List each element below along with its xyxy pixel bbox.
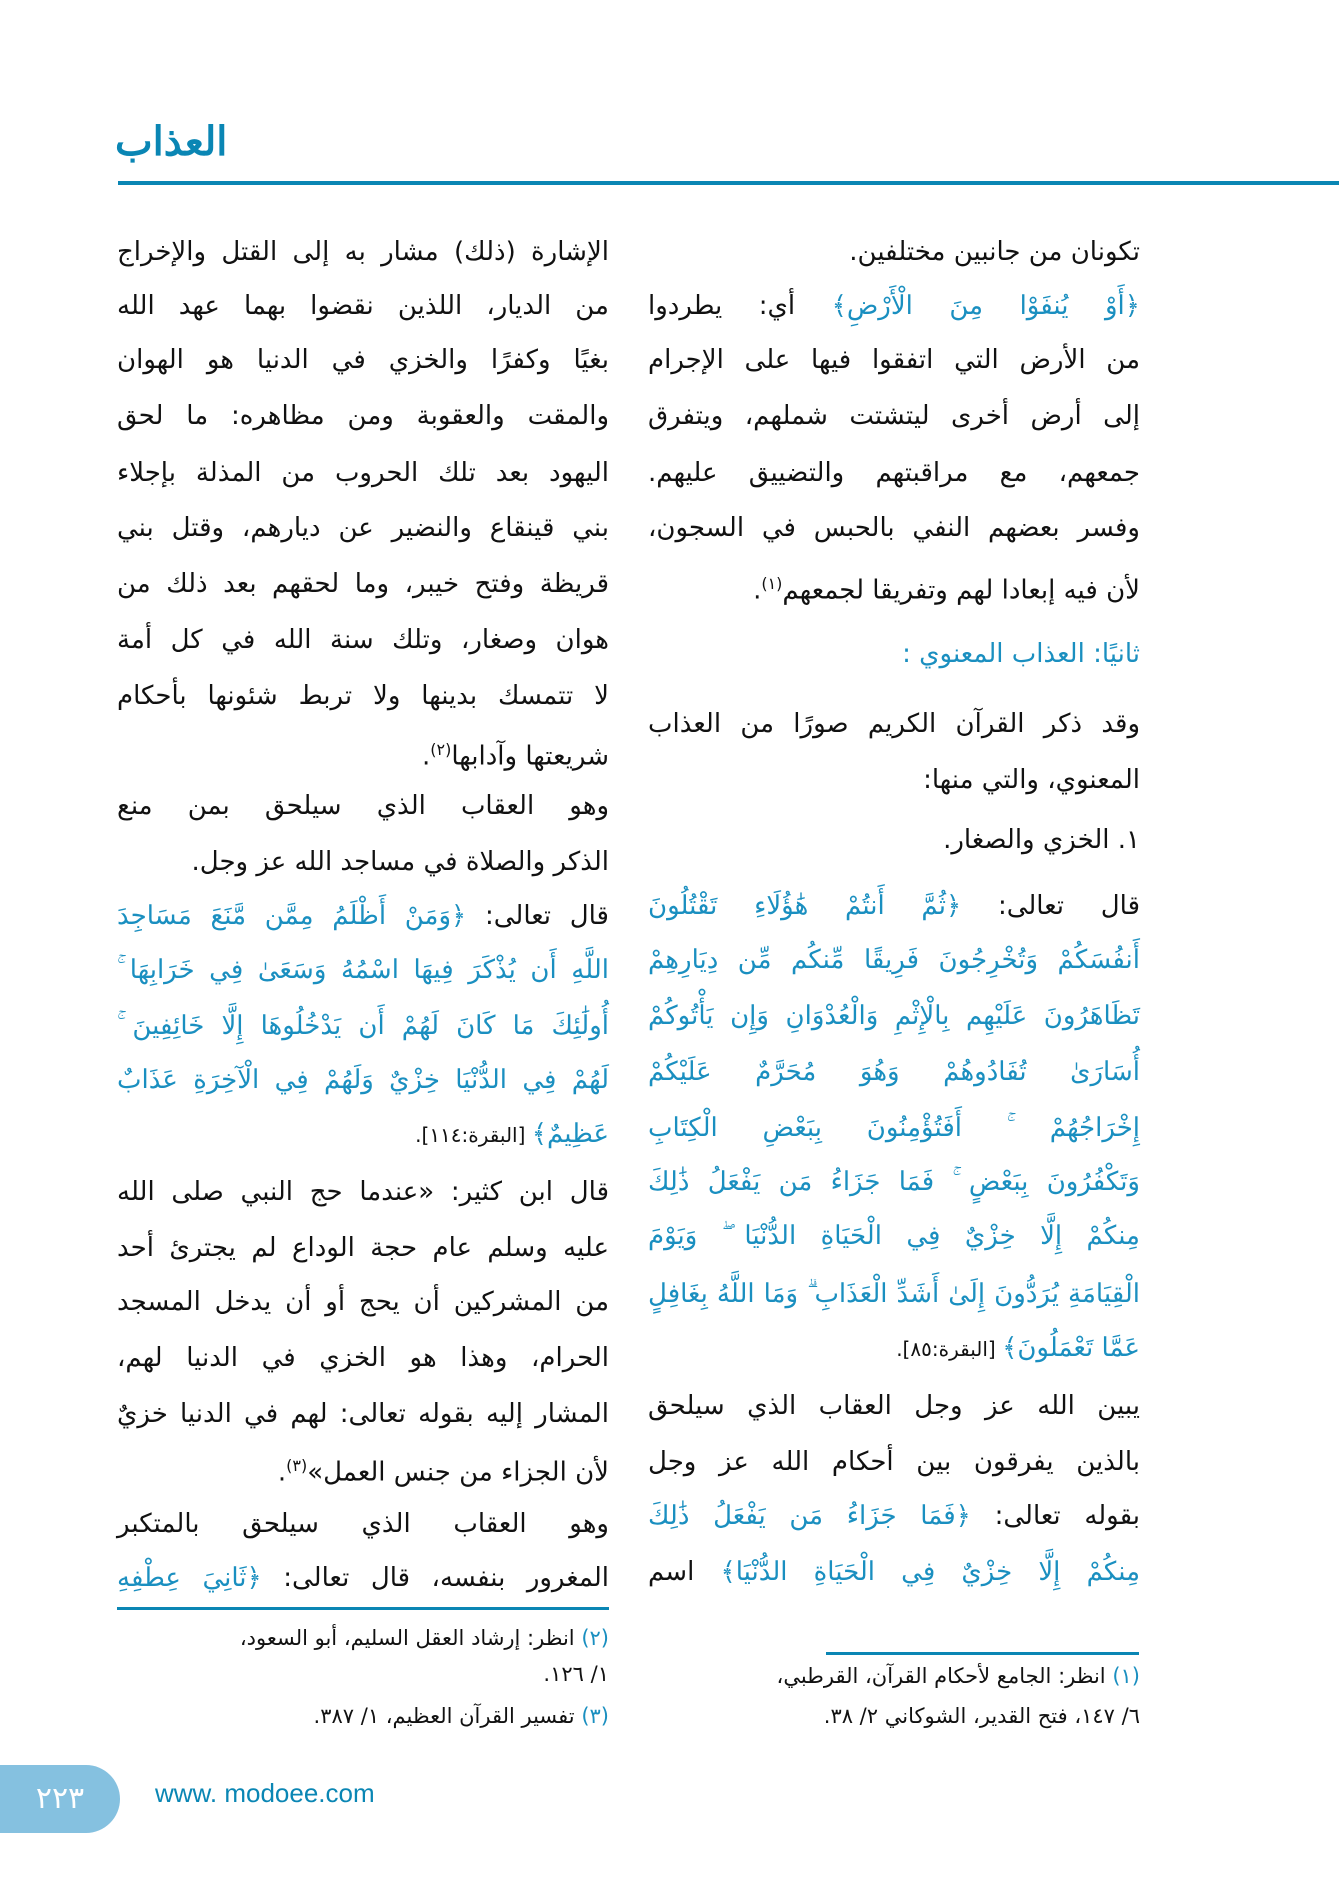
text-span: المعنوي، والتي منها: xyxy=(923,765,1140,795)
text-line xyxy=(648,940,1140,980)
text-span: من الأرض التي اتفقوا فيها على الإجرام xyxy=(648,345,1140,375)
text-line xyxy=(648,286,1140,326)
text-line xyxy=(117,620,609,660)
footnote-number: (١) xyxy=(1112,1664,1140,1689)
quran-verse: عَمَّا تَعْمَلُونَ﴾ xyxy=(1002,1332,1140,1363)
quran-verse: مِنكُمْ إِلَّا خِزْيٌ فِي الْحَيَاةِ الدُّنْيَا ۖ وَيَوْمَ xyxy=(648,1221,1140,1251)
text-span: اسم xyxy=(648,1557,721,1587)
text-span: جمعهم، مع مراقبتهم والتضييق عليهم. xyxy=(648,457,1140,488)
text-line xyxy=(648,508,1140,548)
text-line xyxy=(648,704,1140,744)
text-line xyxy=(117,786,609,826)
text-span: المشار إليه بقوله تعالى: لهم في الدنيا خزيٌ xyxy=(117,1398,609,1429)
text-line xyxy=(117,1006,609,1046)
text-span: انظر: إرشاد العقل السليم، أبو السعود، xyxy=(239,1626,582,1650)
quran-verse: أُسَارَىٰ تُفَادُوهُمْ وَهُوَ مُحَرَّمٌ عَلَيْكُمْ xyxy=(648,1056,1140,1087)
text-line xyxy=(117,564,609,604)
text-span: تكونان من جانبين مختلفين. xyxy=(849,237,1140,267)
text-span: . xyxy=(753,576,762,607)
header-rule xyxy=(118,181,1339,185)
section-heading: ثانيًا: العذاب المعنوي : xyxy=(902,639,1140,669)
quran-verse: ﴿ثُمَّ أَنتُمْ هَٰؤُلَاءِ تَقْتُلُونَ xyxy=(648,891,962,921)
text-line xyxy=(117,1282,609,1322)
text-line xyxy=(117,842,609,882)
text-span: ١. الخزي والصغار. xyxy=(943,825,1140,855)
text-line xyxy=(117,286,609,326)
text-span: بقوله تعالى: xyxy=(970,1500,1140,1531)
text-line xyxy=(117,1504,609,1544)
text-line xyxy=(648,1496,1140,1536)
text-span: بني قينقاع والنضير عن ديارهم، وقتل بني xyxy=(117,513,609,543)
text-line xyxy=(117,340,609,380)
text-line xyxy=(648,1216,1140,1256)
verse-reference: [البقرة:١١٤]. xyxy=(415,1123,532,1147)
text-span: شريعتها وآدابها xyxy=(451,741,609,772)
text-span: عليه وسلم عام حجة الوداع لم يجترئ أحد xyxy=(117,1233,609,1263)
text-span: ١/ ١٢٦. xyxy=(543,1662,609,1686)
text-line xyxy=(117,950,609,990)
text-line xyxy=(648,232,1140,272)
text-line xyxy=(117,1558,609,1598)
quran-verse: ﴿ثَانِيَ عِطْفِهِ xyxy=(117,1563,262,1593)
text-line xyxy=(117,453,609,493)
text-line xyxy=(648,760,1140,800)
footnote-line xyxy=(117,1696,609,1736)
text-line xyxy=(648,1328,1140,1368)
footnote-number: (٢) xyxy=(581,1626,609,1650)
quran-verse: ﴿فَمَا جَزَاءُ مَن يَفْعَلُ ذَٰلِكَ xyxy=(648,1500,971,1531)
footnote-rule-right xyxy=(826,1652,1139,1655)
text-span: الحرام، وهذا هو الخزي في الدنيا لهم، xyxy=(117,1343,609,1374)
text-span: من المشركين أن يحج أو أن يدخل المسجد xyxy=(117,1287,609,1317)
footnote-rule-left xyxy=(117,1607,609,1610)
text-line xyxy=(648,1108,1140,1148)
quran-verse: الْقِيَامَةِ يُرَدُّونَ إِلَىٰ أَشَدِّ الْعَذَابِ ۗ وَمَا اللَّهُ بِغَافِلٍ xyxy=(648,1278,1140,1309)
text-line xyxy=(117,1338,609,1378)
footnote-ref: (١) xyxy=(761,574,783,594)
text-span: إلى أرض أخرى ليتشتت شملهم، ويتفرق xyxy=(648,401,1140,432)
text-line xyxy=(648,396,1140,436)
text-span: وقد ذكر القرآن الكريم صورًا من العذاب xyxy=(648,708,1140,739)
text-line xyxy=(117,730,609,770)
text-span: المغرور بنفسه، قال تعالى: xyxy=(261,1563,610,1593)
text-span: ٦/ ١٤٧، فتح القدير، الشوكاني ٢/ ٣٨. xyxy=(823,1704,1140,1728)
text-span: لا تتمسك بدينها ولا تربط شئونها بأحكام xyxy=(117,681,609,711)
footnote-line xyxy=(648,1696,1140,1736)
text-span: قريظة وفتح خيبر، وما لحقهم بعد ذلك من xyxy=(117,569,609,600)
footnote-ref: (٢) xyxy=(430,740,452,759)
text-line xyxy=(117,508,609,548)
text-span: أي: يطردوا xyxy=(648,291,832,321)
text-line xyxy=(117,1060,609,1100)
text-span: لأن فيه إبعادا لهم وتفريقا لجمعهم xyxy=(782,576,1140,607)
text-span: من الديار، اللذين نقضوا بهما عهد الله xyxy=(117,291,609,321)
verse-reference: [البقرة:٨٥]. xyxy=(896,1336,1003,1361)
text-line xyxy=(648,340,1140,380)
text-span: تفسير القرآن العظيم، ١/ ٣٨٧. xyxy=(313,1704,582,1728)
text-span: هوان وصغار، وتلك سنة الله في كل أمة xyxy=(117,624,609,655)
text-line xyxy=(648,1274,1140,1314)
text-span: انظر: الجامع لأحكام القرآن، القرطبي، xyxy=(776,1664,1113,1689)
text-line xyxy=(648,634,1140,674)
text-span: وهو العقاب الذي سيلحق بالمتكبر xyxy=(117,1509,609,1539)
text-span: لأن الجزاء من جنس العمل» xyxy=(307,1458,609,1489)
text-line xyxy=(117,1394,609,1434)
text-span: قال تعالى: xyxy=(961,891,1140,921)
text-line xyxy=(117,896,609,936)
text-line xyxy=(117,1114,609,1154)
footnote-ref: (٣) xyxy=(286,1456,308,1476)
text-line xyxy=(648,1052,1140,1092)
text-line xyxy=(648,1162,1140,1202)
text-line xyxy=(117,232,609,272)
quran-verse: وَتَكْفُرُونَ بِبَعْضٍ ۚ فَمَا جَزَاءُ مَن يَفْعَلُ ذَٰلِكَ xyxy=(648,1167,1140,1197)
text-line xyxy=(117,396,609,436)
text-line xyxy=(648,996,1140,1036)
text-line xyxy=(117,1228,609,1268)
page-number: ٢٢٣ xyxy=(0,1765,120,1833)
footnote-line xyxy=(117,1654,609,1694)
quran-verse: عَظِيمٌ﴾ xyxy=(531,1119,609,1149)
text-line xyxy=(648,886,1140,926)
text-span: بالذين يفرقون بين أحكام الله عز وجل xyxy=(648,1446,1140,1477)
quran-verse: تَظَاهَرُونَ عَلَيْهِم بِالْإِثْمِ وَالْعُدْوَانِ وَإِن يَأْتُوكُمْ xyxy=(648,1001,1140,1032)
quran-verse: أُولَٰئِكَ مَا كَانَ لَهُمْ أَن يَدْخُلُوهَا إِلَّا خَائِفِينَ ۚ xyxy=(117,1011,609,1041)
text-span: الإشارة (ذلك) مشار به إلى القتل والإخراج xyxy=(117,237,609,267)
quran-verse: ﴿أَوْ يُنفَوْا مِنَ الْأَرْضِ﴾ xyxy=(831,291,1140,321)
website-link[interactable]: www. modoee.com xyxy=(155,1778,375,1808)
quran-verse: أَنفُسَكُمْ وَتُخْرِجُونَ فَرِيقًا مِّنكُم مِّن دِيَارِهِمْ xyxy=(648,945,1140,975)
text-line xyxy=(648,453,1140,493)
text-span: يبين الله عز وجل العقاب الذي سيلحق xyxy=(648,1391,1140,1422)
footnote-line xyxy=(648,1656,1140,1696)
text-span: وفسر بعضهم النفي بالحبس في السجون، xyxy=(648,513,1140,543)
text-line xyxy=(648,1552,1140,1592)
text-span: بغيًا وكفرًا والخزي في الدنيا هو الهوان xyxy=(117,345,609,375)
text-span: والمقت والعقوبة ومن مظاهره: ما لحق xyxy=(117,401,609,432)
text-line xyxy=(117,1446,609,1489)
text-span: وهو العقاب الذي سيلحق بمن منع xyxy=(117,791,609,822)
quran-verse: لَهُمْ فِي الدُّنْيَا خِزْيٌ وَلَهُمْ فِي الْآخِرَةِ عَذَابٌ xyxy=(117,1065,609,1095)
text-line xyxy=(648,820,1140,860)
text-span: قال ابن كثير: «عندما حج النبي صلى الله xyxy=(117,1176,609,1207)
quran-verse: مِنكُمْ إِلَّا خِزْيٌ فِي الْحَيَاةِ الدُّنْيَا﴾ xyxy=(720,1557,1141,1587)
chapter-title: العذاب xyxy=(115,118,228,165)
text-span: . xyxy=(277,1458,287,1489)
quran-verse: إِخْرَاجُهُمْ ۚ أَفَتُؤْمِنُونَ بِبَعْضِ الْكِتَابِ xyxy=(648,1113,1140,1143)
footnote-number: (٣) xyxy=(581,1704,609,1728)
quran-verse: اللَّهِ أَن يُذْكَرَ فِيهَا اسْمُهُ وَسَعَىٰ فِي خَرَابِهَا ۚ xyxy=(117,954,609,985)
text-span: الذكر والصلاة في مساجد الله عز وجل. xyxy=(191,846,609,877)
text-span: . xyxy=(421,741,431,772)
text-line xyxy=(648,1442,1140,1482)
text-span: قال تعالى: xyxy=(466,900,609,931)
text-line xyxy=(648,1386,1140,1426)
quran-verse: ﴿وَمَنْ أَظْلَمُ مِمَّن مَّنَعَ مَسَاجِدَ xyxy=(117,900,467,931)
text-span: اليهود بعد تلك الحروب من المذلة بإجلاء xyxy=(117,457,609,488)
text-line xyxy=(117,676,609,716)
footnote-line xyxy=(117,1618,609,1658)
text-line xyxy=(117,1172,609,1212)
text-line xyxy=(648,564,1140,607)
